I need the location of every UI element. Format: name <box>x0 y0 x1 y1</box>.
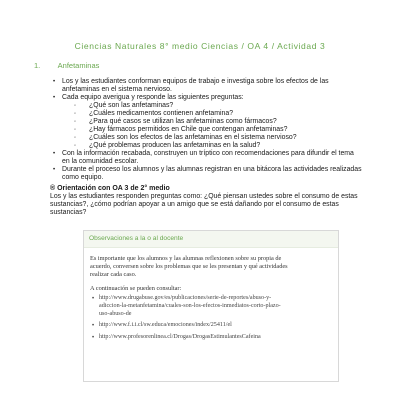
orientation-text: sustancias?, ¿cómo podrían apoyar a un amigo que se está dañando por el consumo de estas <box>50 201 339 208</box>
reference-link[interactable]: http://www.drugabuse.gov/es/publicaciones/serie-de-reportes/abuso-y- <box>99 295 272 301</box>
bullet-icon: • <box>53 79 56 85</box>
sub-bullet-icon: ◦ <box>74 103 77 109</box>
links-intro: A continuación se pueden consultar: <box>90 285 182 292</box>
orientation-heading: ® Orientación con OA 3 de 2° medio <box>50 185 170 192</box>
teacher-notes-title: Observaciones a la o al docente <box>89 235 184 242</box>
sub-bullet-icon: ◦ <box>74 143 77 149</box>
list-item: anfetaminas en el sistema nervioso. <box>62 86 172 93</box>
document-header: Ciencias Naturales 8° medio Ciencias / OA 4 / Actividad 3 <box>74 41 326 51</box>
orientation-text: Los y las estudiantes responden preguntas como: ¿Qué piensan ustedes sobre el consumo de estas <box>50 193 358 200</box>
teacher-notes-box <box>83 230 339 382</box>
section-number: 1. <box>34 61 41 70</box>
sub-bullet-icon: ◦ <box>74 111 77 117</box>
list-item: Los y las estudiantes conforman equipos de trabajo e investiga sobre los efectos de las <box>62 78 329 85</box>
teacher-notes-text: realizar cada caso. <box>90 271 137 278</box>
list-item: Cada equipo averigua y responde las siguientes preguntas: <box>62 94 244 101</box>
sub-bullet-icon: ◦ <box>74 119 77 125</box>
list-item: en la comunidad escolar. <box>62 158 139 165</box>
sub-bullet-icon: ◦ <box>74 127 77 133</box>
orientation-text: sustancias? <box>50 209 87 216</box>
sub-bullet-icon: ◦ <box>74 135 77 141</box>
bullet-icon: • <box>53 151 56 157</box>
question-item: ¿Cuáles medicamentos contienen anfetamina? <box>89 110 234 117</box>
reference-link[interactable]: uso-abuso-de <box>99 311 132 317</box>
section-heading <box>34 61 99 70</box>
reference-link[interactable]: http://www.profesorenlinea.cl/Drogas/DrogasEstimulantesCafeina <box>99 334 261 340</box>
section-title: Anfetaminas <box>57 61 100 70</box>
question-item: ¿Para qué casos se utilizan las anfetaminas como fármacos? <box>89 118 277 125</box>
question-item: ¿Qué son las anfetaminas? <box>89 102 174 109</box>
teacher-notes-text: acuerdo, conversen sobre los problemas que se les presentan y qué actividades <box>90 263 288 270</box>
question-item: ¿Qué problemas producen las anfetaminas en la salud? <box>89 142 261 149</box>
reference-link[interactable]: http://www.f.i.i.cl/sw.educa/emociones/index/25411/el <box>99 322 232 328</box>
link-bullet-icon: • <box>92 296 95 302</box>
teacher-notes-header <box>84 231 338 248</box>
question-item: ¿Cuáles son los efectos de las anfetaminas en el sistema nervioso? <box>89 134 297 141</box>
bullet-icon: • <box>53 167 56 173</box>
list-item: como equipo. <box>62 174 104 181</box>
question-item: ¿Hay fármacos permitidos en Chile que contengan anfetaminas? <box>89 126 288 133</box>
bullet-icon: • <box>53 95 56 101</box>
list-item: Con la información recabada, construyen un tríptico con recomendaciones para difundir el tema <box>62 150 354 157</box>
list-item: Durante el proceso los alumnos y las alumnas registran en una bitácora las actividades realizadas <box>62 166 362 173</box>
reference-link[interactable]: adiccion-la-metanfetamina/cuales-son-los-efectos-inmediatos-corto-plazo- <box>99 303 281 309</box>
teacher-notes-text: Es importante que los alumnos y las alumnas reflexionen sobre su propia de <box>90 255 282 262</box>
link-bullet-icon: • <box>92 323 95 329</box>
link-bullet-icon: • <box>92 335 95 341</box>
